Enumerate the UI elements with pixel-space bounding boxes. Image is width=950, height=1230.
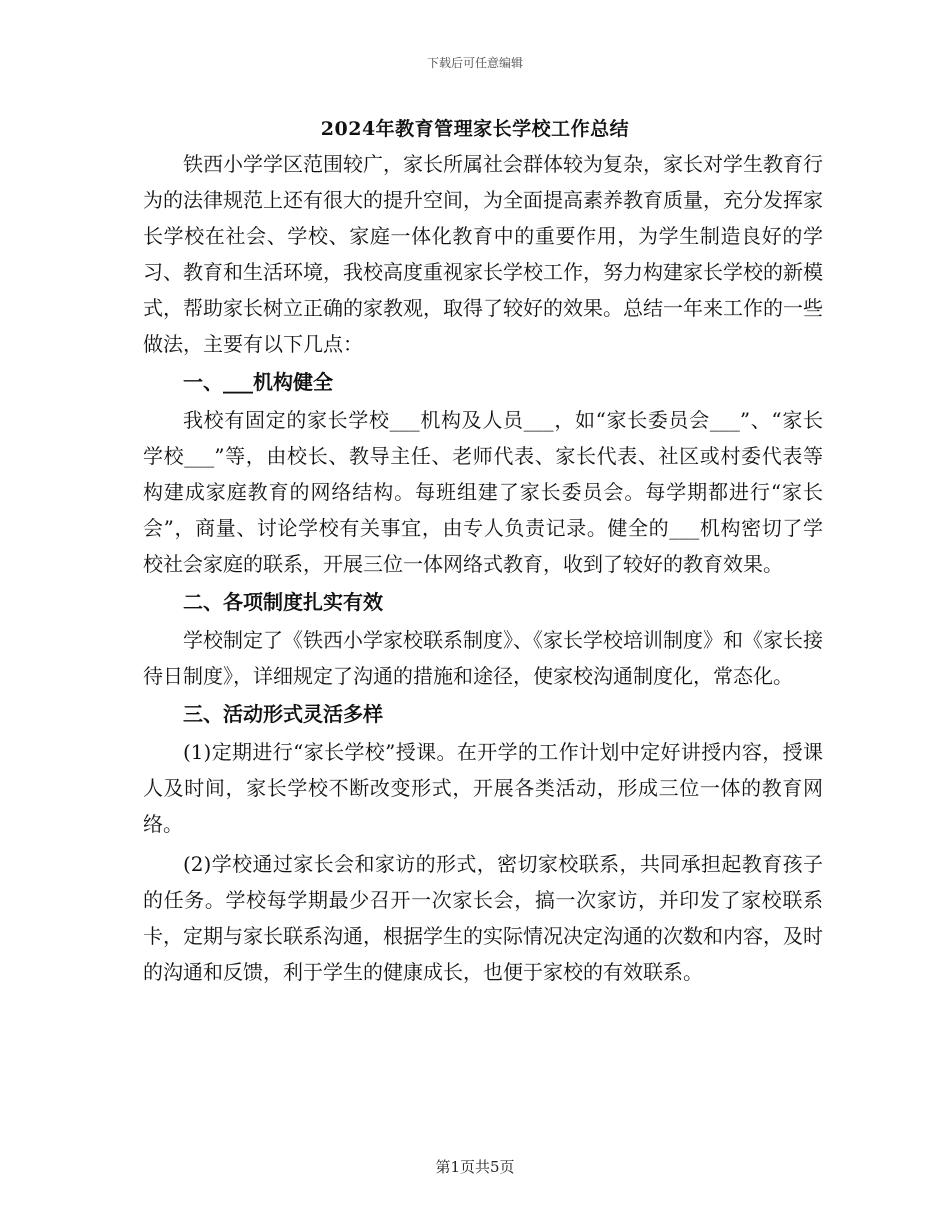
section-heading-1: 一、___机构健全 [183, 370, 333, 394]
section-2-paragraph: 学校制定了《铁西小学家校联系制度》、《家长学校培训制度》和《家长接待日制度》，详细规定了沟通的措施和途径，使家校沟通制度化，常态化。 [143, 628, 823, 688]
document-body [143, 146, 823, 990]
section-3-paragraph-2: (2)学校通过家长会和家访的形式，密切家校联系，共同承担起教育孩子的任务。学校每学期最少召开一次家长会，搞一次家访，并印发了家校联系卡，定期与家长联系沟通，根据学生的实际情况决定沟通的次数和内容，及时的沟通和反馈，利于学生的健康成长，也便于家校的有效联系。 [143, 852, 823, 984]
page-footer: 第1页共5页 [435, 1158, 515, 1176]
download-note: 下载后可任意编辑 [426, 56, 523, 70]
section-heading-3: 三、活动形式灵活多样 [183, 702, 383, 726]
intro-paragraph: 铁西小学学区范围较广，家长所属社会群体较为复杂，家长对学生教育行为的法律规范上还有很大的提升空间，为全面提高素养教育质量，充分发挥家长学校在社会、学校、家庭一体化教育中的重要作用，为学生制造良好的学习、教育和生活环境，我校高度重视家长学校工作，努力构建家长学校的新模式，帮助家长树立正确的家教观，取得了较好的效果。总结一年来工作的一些做法，主要有以下几点： [143, 152, 823, 356]
page-title: 2024年教育管理家长学校工作总结 [320, 118, 630, 140]
section-heading-2: 二、各项制度扎实有效 [183, 590, 383, 614]
section-3-paragraph-1: (1)定期进行“家长学校”授课。在开学的工作计划中定好讲授内容，授课人及时间，家长学校不断改变形式，开展各类活动，形成三位一体的教育网络。 [143, 740, 823, 836]
section-1-paragraph: 我校有固定的家长学校___机构及人员___，如“家长委员会___”、“家长学校___”等，由校长、教导主任、老师代表、家长代表、社区或村委代表等构建成家庭教育的网络结构。每班组建了家长委员会。每学期都进行“家长会”，商量、讨论学校有关事宜，由专人负责记录。健全的___机构密切了学校社会家庭的联系，开展三位一体网络式教育，收到了较好的教育效果。 [143, 408, 823, 576]
